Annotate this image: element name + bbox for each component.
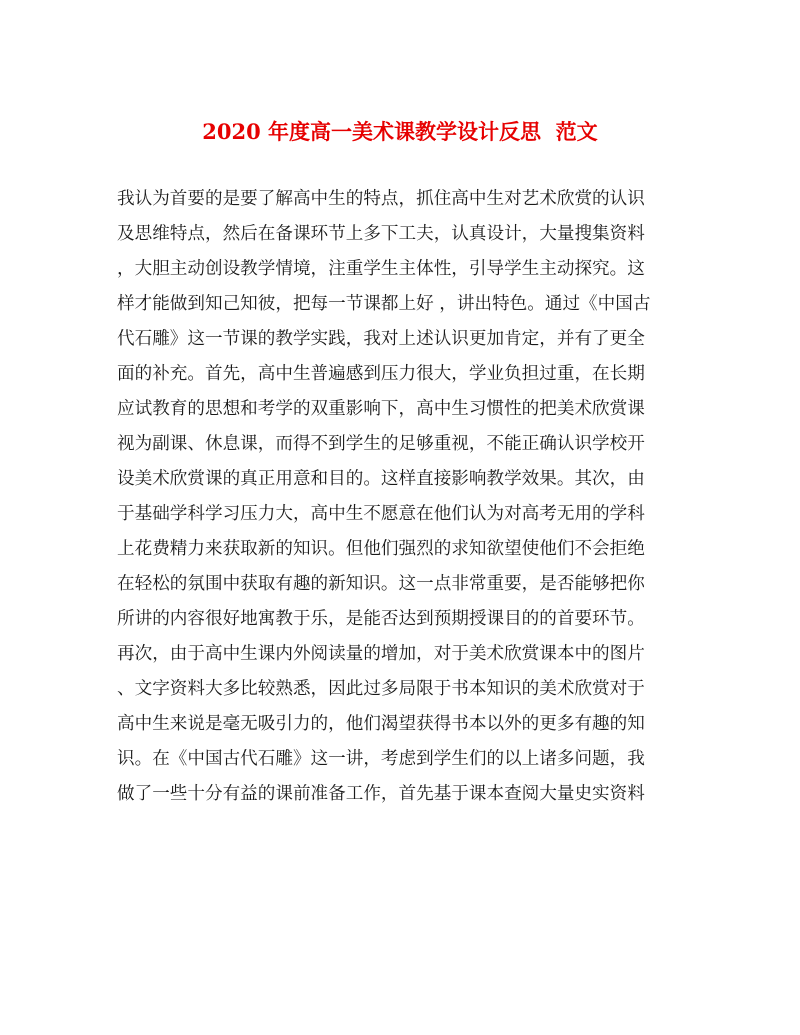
body-line: 视为副课、休息课，而得不到学生的足够重视，不能正确认识学校开	[117, 434, 645, 454]
document-body	[117, 182, 697, 812]
body-line: 在轻松的氛围中获取有趣的新知识。这一点非常重要，是否能够把你	[117, 574, 645, 594]
body-line: 识。在《中国古代石雕》这一讲，考虑到学生们的以上诸多问题，我	[117, 749, 645, 769]
body-line: 高中生来说是毫无吸引力的，他们渴望获得书本以外的更多有趣的知	[117, 714, 645, 734]
body-line: 再次，由于高中生课内外阅读量的增加，对于美术欣赏课本中的图片	[117, 644, 645, 664]
body-line: 上花费精力来获取新的知识。但他们强烈的求知欲望使他们不会拒绝	[117, 539, 645, 559]
body-line: 面的补充。首先，高中生普遍感到压力很大，学业负担过重，在长期	[117, 364, 645, 384]
body-line: 设美术欣赏课的真正用意和目的。这样直接影响教学效果。其次，由	[117, 469, 645, 489]
body-line: 、文字资料大多比较熟悉，因此过多局限于书本知识的美术欣赏对于	[117, 679, 645, 699]
body-line: 应试教育的思想和考学的双重影响下，高中生习惯性的把美术欣赏课	[117, 399, 645, 419]
body-line: 于基础学科学习压力大，高中生不愿意在他们认为对高考无用的学科	[117, 504, 645, 524]
body-line: ，大胆主动创设教学情境，注重学生主体性，引导学生主动探究。这	[117, 259, 645, 279]
body-line: 及思维特点，然后在备课环节上多下工夫，认真设计，大量搜集资料	[117, 224, 645, 244]
body-line: 所讲的内容很好地寓教于乐，是能否达到预期授课目的的首要环节。	[117, 609, 645, 629]
body-line: 样才能做到知己知彼，把每一节课都上好 ，讲出特色。通过《中国古	[117, 294, 651, 314]
body-line: 代石雕》这一节课的教学实践，我对上述认识更加肯定，并有了更全	[117, 329, 645, 349]
document-title: 2020 年度高一美术课教学设计反思 范文	[202, 119, 598, 144]
body-line: 做了一些十分有益的课前准备工作，首先基于课本查阅大量史实资料	[117, 784, 645, 804]
body-line: 我认为首要的是要了解高中生的特点，抓住高中生对艺术欣赏的认识	[117, 189, 645, 209]
